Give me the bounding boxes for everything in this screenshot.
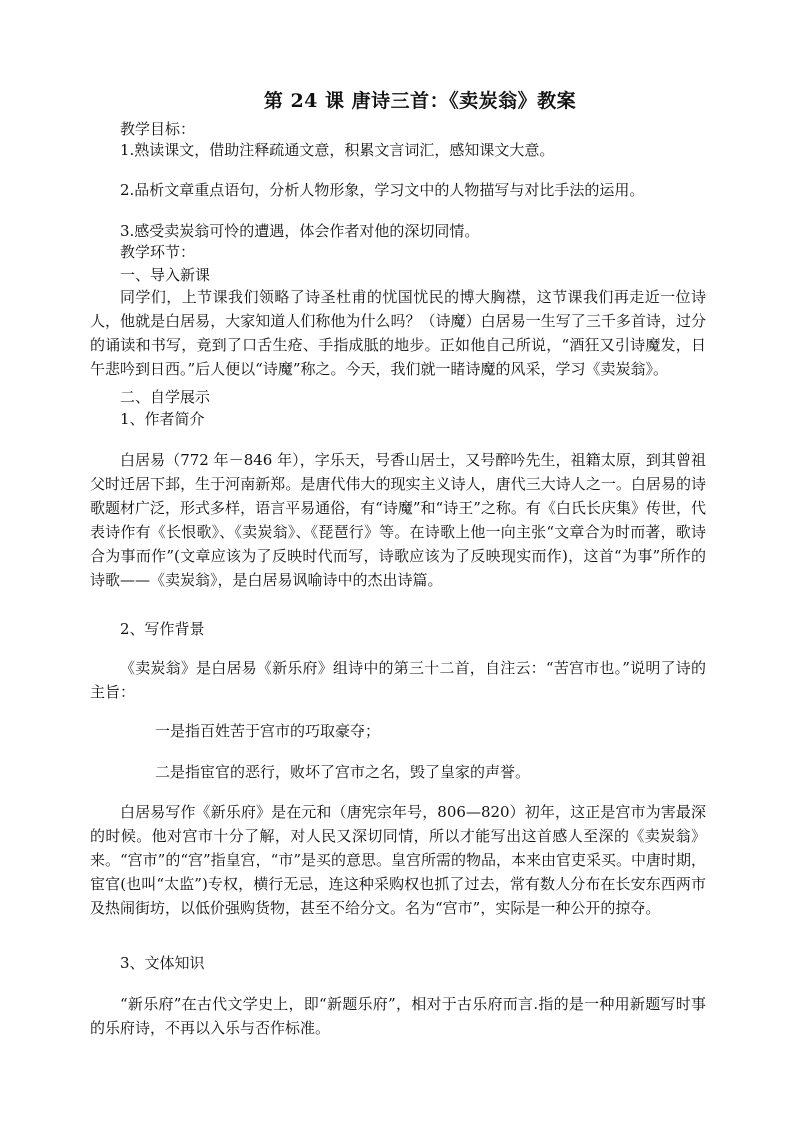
objective-item-1: 1.熟读课文，借助注释疏通文意，积累文言词汇，感知课文大意。 <box>120 141 555 159</box>
author-paragraph: 白居易（772 年－846 年），字乐天，号香山居士，又号醉吟先生，祖籍太原，到其曾祖父时迁居下邽，生于河南新郑。是唐代伟大的现实主义诗人，唐代三大诗人之一。白居易的诗歌题材广泛，形式多样，语言平易通俗，有“诗魔”和“诗王”之称。有《白氏长庆集》传世，代表诗作有《长恨歌》、《卖炭翁》、《琵琶行》等。在诗歌上他一向主张“文章合为时而著，歌诗合为事而作”(文章应该为了反映时代而写，诗歌应该为了反映现实而作)，这首“为事”所作的诗歌——《卖炭翁》，是白居易讽喻诗中的杰出诗篇。 <box>90 451 706 589</box>
subsection-heading-genre: 3、文体知识 <box>120 954 205 972</box>
subsection-heading-author: 1、作者简介 <box>120 410 205 428</box>
objectives-heading: 教学目标： <box>120 120 196 138</box>
steps-heading: 教学环节： <box>120 243 196 261</box>
background-point-1: 一是指百姓苦于宫市的巧取豪夺； <box>155 722 381 740</box>
objective-item-3: 3.感受卖炭翁可怜的遭遇，体会作者对他的深切同情。 <box>120 222 480 240</box>
intro-paragraph: 同学们，上节课我们领略了诗圣杜甫的忧国忧民的博大胸襟，这节课我们再走近一位诗人，他就是白居易，大家知道人们称他为什么吗？（诗魔）白居易一生写了三千多首诗，过分的诵读和书写，竟到了口舌生疮、手指成胝的地步。正如他自己所说，“酒狂又引诗魔发，日午悲吟到日西。”后人便以“诗魔”称之。今天，我们就一睹诗魔的风采，学习《卖炭翁》。 <box>90 288 706 378</box>
document-title: 第 24 课 唐诗三首：《卖炭翁》教案 <box>263 90 577 112</box>
background-point-2: 二是指宦官的恶行，败坏了宫市之名，毁了皇家的声誉。 <box>155 763 531 781</box>
objective-item-2: 2.品析文章重点语句，分析人物形象，学习文中的人物描写与对比手法的运用。 <box>120 181 645 199</box>
section-heading-self-study: 二、自学展示 <box>120 388 211 406</box>
background-paragraph: 白居易写作《新乐府》是在元和（唐宪宗年号，806—820）初年，这正是宫市为害最深的时候。他对宫市十分了解，对人民又深切同情，所以才能写出这首感人至深的《卖炭翁》来。“宫市”的“宫”指皇宫，“市”是买的意思。皇宫所需的物品，本来由官吏采买。中唐时期，宦官(也叫“太监”)专权，横行无忌，连这种采购权也抓了过去，常有数人分布在长安东西两市及热闹街坊，以低价强购货物，甚至不给分文。名为“宫市”，实际是一种公开的掠夺。 <box>90 803 707 917</box>
genre-paragraph: “新乐府”在古代文学史上，即“新题乐府”，相对于古乐府而言.指的是一种用新题写时事的乐府诗，不再以入乐与否作标准。 <box>90 995 706 1037</box>
subsection-heading-background: 2、写作背景 <box>120 620 205 638</box>
background-intro-paragraph: 《卖炭翁》是白居易《新乐府》组诗中的第三十二首，自注云：“苦宫市也。”说明了诗的主旨： <box>90 659 706 701</box>
section-heading-intro: 一、导入新课 <box>120 266 211 284</box>
